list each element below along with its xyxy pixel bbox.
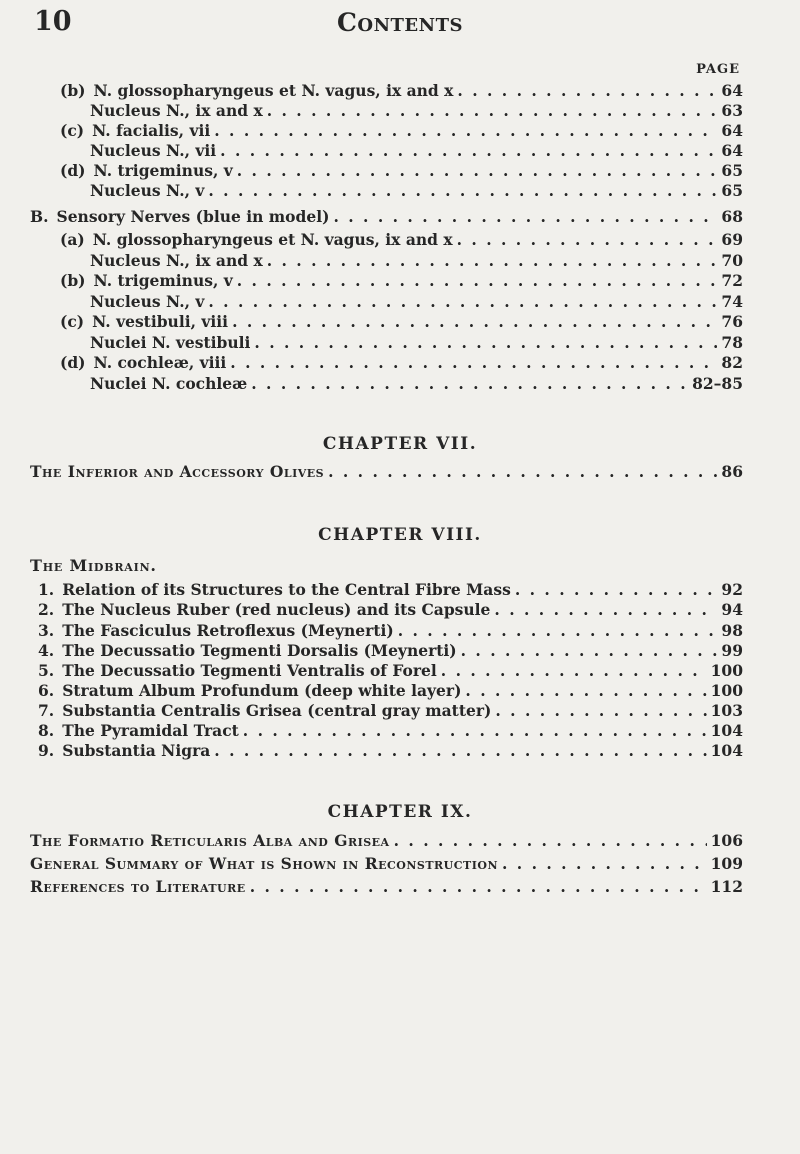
page-ref: 69	[721, 230, 743, 249]
toc-entry: 6. Stratum Album Profundum (deep white layer) . . . 100	[38, 681, 743, 700]
page-ref: 63	[721, 101, 743, 120]
toc-entry: 5. The Decussatio Tegmenti Ventralis of Forel . . . 100	[38, 661, 743, 680]
toc-entry: (c) N. vestibuli, viii . . . 76	[60, 312, 743, 331]
page-ref: 104	[710, 721, 743, 740]
page-ref: 64	[721, 81, 743, 100]
page-ref: 65	[721, 181, 743, 200]
toc-entry: B. Sensory Nerves (blue in model) . . . 68	[30, 207, 743, 226]
page-ref: 98	[721, 621, 743, 640]
page-ref: 64	[721, 121, 743, 140]
toc-entry: The Formatio Reticularis Alba and Grisea . . . 106	[30, 831, 743, 850]
page-ref: 65	[721, 161, 743, 180]
toc-entry: Nuclei N. cochleæ . . . 82–85	[90, 374, 743, 393]
toc-entry: Nucleus N., ix and x . . . 63	[90, 101, 743, 120]
page-ref: 82–85	[692, 374, 743, 393]
toc-entry: 4. The Decussatio Tegmenti Dorsalis (Meynerti) . . . 99	[38, 641, 743, 660]
page-ref: 92	[721, 580, 743, 599]
page-ref: 104	[710, 741, 743, 760]
page-ref: 99	[721, 641, 743, 660]
page-ref: 109	[710, 854, 743, 873]
page-ref: 103	[710, 701, 743, 720]
toc-entry: The Inferior and Accessory Olives . . . 86	[30, 462, 743, 481]
toc-entry: 3. The Fasciculus Retroflexus (Meynerti) . . . 98	[38, 621, 743, 640]
chapter-heading: CHAPTER VIII.	[318, 525, 482, 545]
toc-entry: Nucleus N., v . . . 65	[90, 181, 743, 200]
page-ref: 68	[721, 207, 743, 226]
toc-entry: Nucleus N., vii . . . 64	[90, 141, 743, 160]
page-ref: 112	[710, 877, 743, 896]
page-ref: 72	[721, 271, 743, 290]
page-ref: 64	[721, 141, 743, 160]
page-ref: 106	[710, 831, 743, 850]
toc-entry: General Summary of What is Shown in Reconstruction . . . 109	[30, 854, 743, 873]
toc-entry: (a) N. glossopharyngeus et N. vagus, ix and x . . . 69	[60, 230, 743, 249]
page-ref: 74	[721, 292, 743, 311]
page-ref: 86	[721, 462, 743, 481]
page-header	[0, 6, 800, 46]
toc-entry: 7. Substantia Centralis Grisea (central gray matter) . . . 103	[38, 701, 743, 720]
toc-entry: (b) N. trigeminus, v . . . 72	[60, 271, 743, 290]
page-ref: 78	[721, 333, 743, 352]
page-ref: 82	[721, 353, 743, 372]
page-ref: 100	[710, 681, 743, 700]
toc-entry: 9. Substantia Nigra . . . 104	[38, 741, 743, 760]
page-ref: 94	[721, 600, 743, 619]
chapter-heading: CHAPTER IX.	[327, 802, 473, 822]
toc-entry: (d) N. trigeminus, v . . . 65	[60, 161, 743, 180]
page-number: 10	[34, 6, 72, 37]
page-column-label: PAGE	[696, 62, 740, 77]
page-ref: 70	[721, 251, 743, 270]
toc-entry: (d) N. cochleæ, viii . . . 82	[60, 353, 743, 372]
page-ref: 100	[710, 661, 743, 680]
chapter-heading: CHAPTER VII.	[322, 434, 478, 454]
running-title: Contents	[337, 8, 463, 37]
toc-entry: (c) N. facialis, vii . . . 64	[60, 121, 743, 140]
toc-entry: 1. Relation of its Structures to the Central Fibre Mass . . . 92	[38, 580, 743, 599]
section-heading: The Midbrain.	[30, 556, 157, 575]
toc-entry: Nucleus N., v . . . 74	[90, 292, 743, 311]
page-ref: 76	[721, 312, 743, 331]
toc-entry: Nuclei N. vestibuli . . . 78	[90, 333, 743, 352]
toc-entry: References to Literature . . . 112	[30, 877, 743, 896]
toc-entry: 2. The Nucleus Ruber (red nucleus) and its Capsule . . . 94	[38, 600, 743, 619]
toc-entry: (b) N. glossopharyngeus et N. vagus, ix and x . . . 64	[60, 81, 743, 100]
toc-entry: 8. The Pyramidal Tract . . . 104	[38, 721, 743, 740]
toc-entry: Nucleus N., ix and x . . . 70	[90, 251, 743, 270]
